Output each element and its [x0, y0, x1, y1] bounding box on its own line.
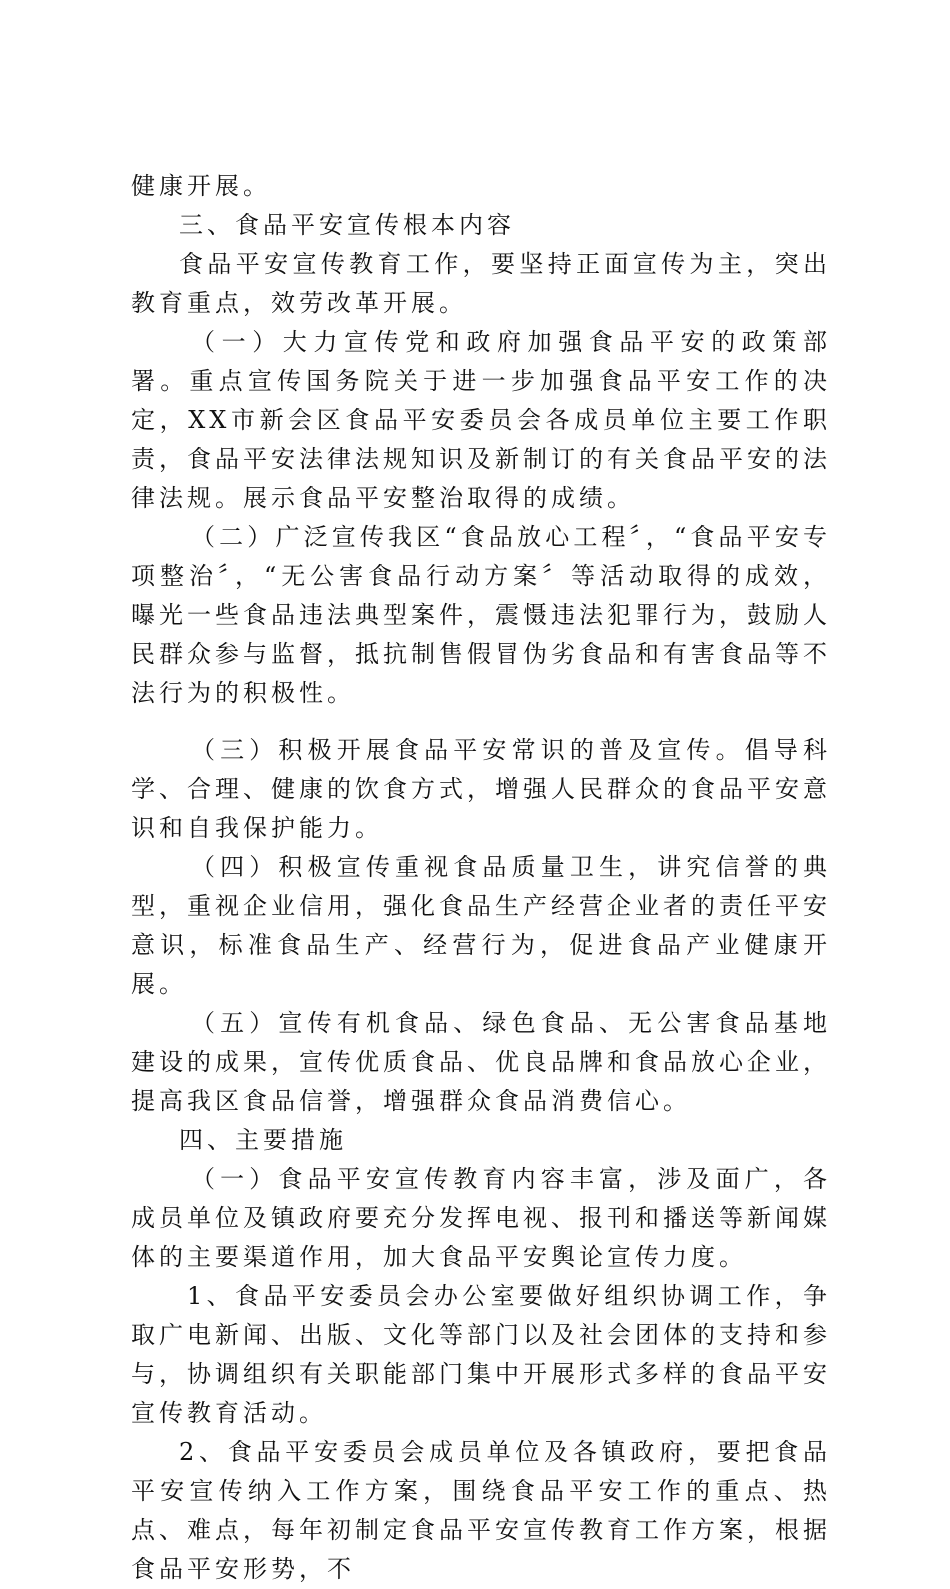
paragraph-measure-1-1: 1、食品平安委员会办公室要做好组织协调工作，争取广电新闻、出版、文化等部门以及社会团体的支持和参与，协调组织有关职能部门集中开展形式多样的食品平安宣传教育活动。	[131, 1282, 831, 1427]
paragraph-measure-1-2: 2、食品平安委员会成员单位及各镇政府，要把食品平安宣传纳入工作方案，围绕食品平安工作的重点、热点、难点，每年初制定食品平安宣传教育工作方案，根据食品平安形势，不	[131, 1438, 831, 1583]
paragraph-measure-1: （一）食品平安宣传教育内容丰富，涉及面广，各成员单位及镇政府要充分发挥电视、报刊和播送等新闻媒体的主要渠道作用，加大食品平安舆论宣传力度。	[131, 1165, 831, 1271]
paragraph-intro: 食品平安宣传教育工作，要坚持正面宣传为主，突出教育重点，效劳改革开展。	[131, 250, 831, 317]
paragraph-item-3: （三）积极开展食品平安常识的普及宣传。倡导科学、合理、健康的饮食方式，增强人民群众的食品平安意识和自我保护能力。	[131, 736, 831, 842]
paragraph-item-4: （四）积极宣传重视食品质量卫生，讲究信誉的典型，重视企业信用，强化食品生产经营企业者的责任平安意识，标准食品生产、经营行为，促进食品产业健康开展。	[131, 853, 831, 998]
section-heading-4: 四、主要措施	[179, 1126, 347, 1154]
section-heading-3: 三、食品平安宣传根本内容	[179, 211, 515, 239]
document-body	[131, 167, 831, 1589]
paragraph-item-5: （五）宣传有机食品、绿色食品、无公害食品基地建设的成果，宣传优质食品、优良品牌和食品放心企业，提高我区食品信誉，增强群众食品消费信心。	[131, 1009, 831, 1115]
paragraph-item-2: （二）广泛宣传我区“食品放心工程〞，“食品平安专项整治〞，“无公害食品行动方案〞等活动取得的成效，曝光一些食品违法典型案件，震慑违法犯罪行为，鼓励人民群众参与监督，抵抗制售假冒伪劣食品和有害食品等不法行为的积极性。	[131, 523, 831, 707]
paragraph-item-1: （一）大力宣传党和政府加强食品平安的政策部署。重点宣传国务院关于进一步加强食品平安工作的决定，XX市新会区食品平安委员会各成员单位主要工作职责，食品平安法律法规知识及新制订的有关食品平安的法律法规。展示食品平安整治取得的成绩。	[131, 328, 831, 512]
paragraph-continuation: 健康开展。	[131, 172, 271, 200]
